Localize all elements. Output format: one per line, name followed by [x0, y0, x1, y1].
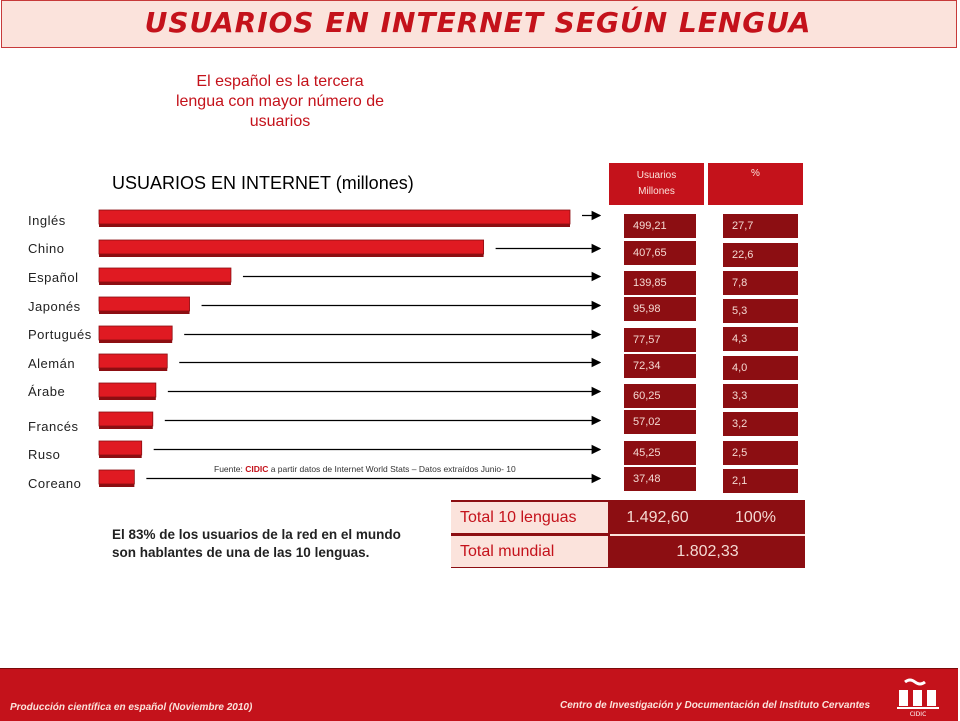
value-label: 45,25 [624, 441, 696, 465]
header-usuarios-line-1: Usuarios [636, 170, 677, 181]
language-label: Inglés [28, 213, 66, 228]
value-label: 57,02 [624, 410, 696, 434]
bar-10 [99, 470, 134, 484]
bar-shadow [99, 224, 570, 227]
logo-caption: CIDIC [909, 711, 927, 718]
bar-shadow [99, 254, 484, 257]
language-label: Alemán [28, 356, 76, 371]
bar-5 [99, 326, 172, 340]
total-10-label: Total 10 lenguas [451, 502, 608, 533]
source-prefix: Fuente: [214, 464, 246, 474]
footer-right-text: Centro de Investigación y Documentación del Instituto Cervantes [560, 700, 871, 711]
percent-label: 27,7 [723, 214, 798, 238]
percent-label: 7,8 [723, 271, 798, 295]
page-title: USUARIOS EN INTERNET SEGÚN LENGUA [144, 6, 812, 39]
footer-left-text: Producción científica en español (Noviembre 2010) [10, 702, 253, 713]
language-label: Francés [28, 419, 79, 434]
subtitle-line-2: lengua con mayor número de [175, 93, 385, 110]
bar-9 [99, 441, 142, 455]
percent-label: 4,0 [723, 356, 798, 380]
language-label: Japonés [28, 299, 81, 314]
value-label: 37,48 [624, 467, 696, 491]
value-label: 139,85 [624, 271, 696, 295]
world-total-label: Total mundial [451, 536, 608, 567]
summary-note-line-1: El 83% de los usuarios de la red en el mundo [112, 527, 401, 542]
bar-6 [99, 354, 167, 368]
value-label: 499,21 [624, 214, 696, 238]
value-label: 72,34 [624, 354, 696, 378]
total-10-percent: 100% [735, 509, 776, 526]
header-percent: % [708, 163, 803, 205]
total-10-value: 1.492,60 [626, 509, 689, 526]
language-label: Portugués [28, 327, 92, 342]
percent-label: 4,3 [723, 327, 798, 351]
summary-note [112, 526, 442, 562]
percent-label: 2,1 [723, 469, 798, 493]
bar-3 [99, 268, 231, 282]
header-usuarios-line-2: Millones [638, 186, 675, 197]
value-label: 77,57 [624, 328, 696, 352]
value-label: 60,25 [624, 384, 696, 408]
bar-8 [99, 412, 153, 426]
bar-shadow [99, 368, 167, 371]
percent-label: 3,3 [723, 384, 798, 408]
language-label: Coreano [28, 476, 82, 491]
footer-bar [0, 668, 958, 721]
percent-label: 2,5 [723, 441, 798, 465]
value-label: 95,98 [624, 297, 696, 321]
bar-shadow [99, 455, 142, 458]
percent-label: 3,2 [723, 412, 798, 436]
chart-title: USUARIOS EN INTERNET (millones) [112, 173, 414, 193]
bar-7 [99, 383, 156, 397]
percent-label: 22,6 [723, 243, 798, 267]
language-label: Árabe [28, 384, 66, 399]
bar-4 [99, 297, 190, 311]
value-label: 407,65 [624, 241, 696, 265]
bar-shadow [99, 340, 172, 343]
bar-shadow [99, 311, 190, 314]
bar-shadow [99, 426, 153, 429]
source-note [214, 464, 516, 474]
subtitle-line-1: El español es la tercera [196, 73, 364, 90]
bar-shadow [99, 397, 156, 400]
world-total-value: 1.802,33 [676, 543, 739, 560]
language-label: Español [28, 270, 79, 285]
source-rest: a partir datos de Internet World Stats – Datos extraídos Junio- 10 [268, 464, 516, 474]
subtitle-line-3: usuarios [249, 113, 311, 130]
instituto-cervantes-logo [893, 676, 943, 718]
percent-label: 5,3 [723, 299, 798, 323]
bar-shadow [99, 282, 231, 285]
header-usuarios-millones [609, 163, 704, 205]
source-org: CIDIC [245, 464, 269, 474]
language-label: Ruso [28, 447, 61, 462]
language-label: Chino [28, 241, 65, 256]
summary-note-line-2: son hablantes de una de las 10 lenguas. [112, 545, 370, 560]
bar-1 [99, 210, 570, 224]
bar-2 [99, 240, 484, 254]
bar-shadow [99, 484, 134, 487]
